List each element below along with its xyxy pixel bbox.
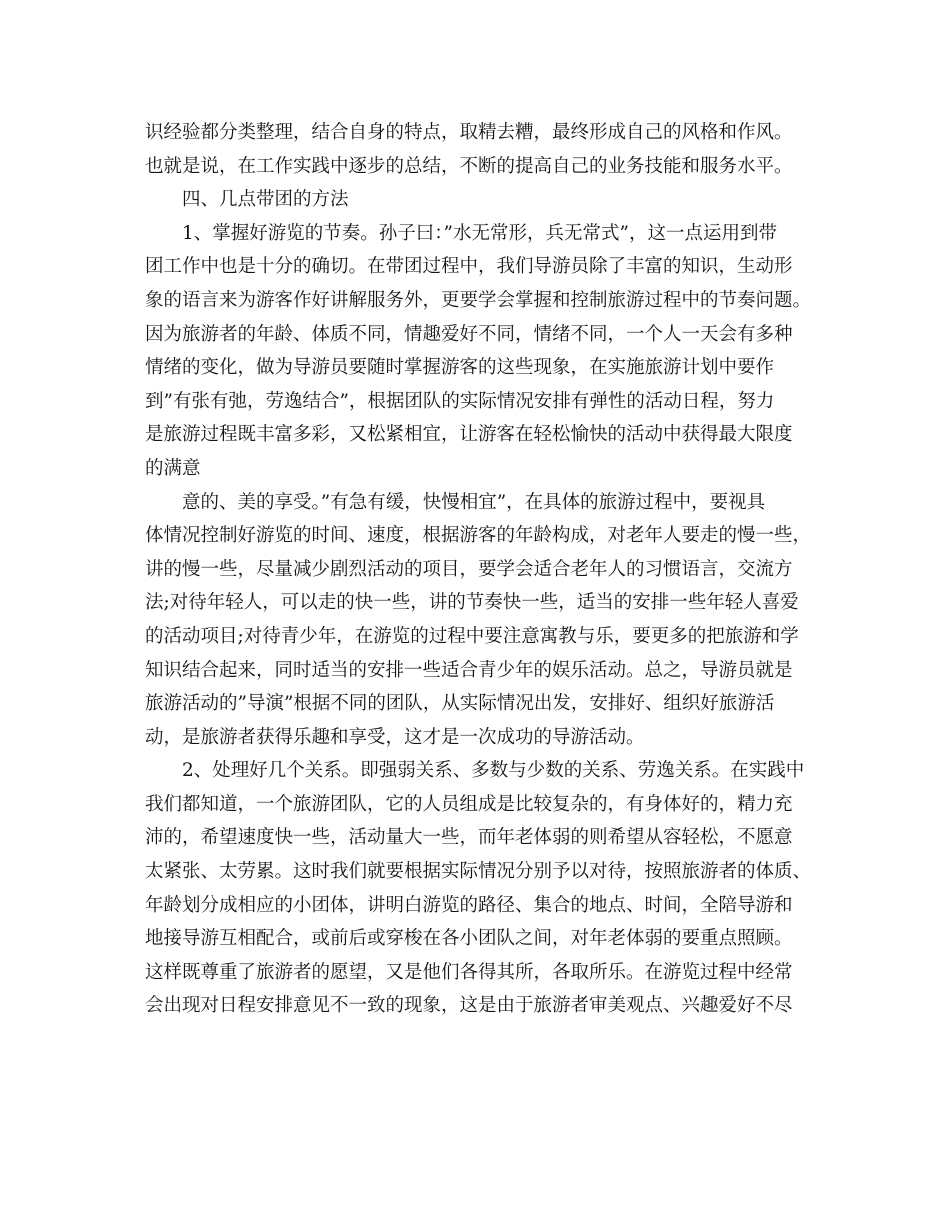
text-line: 因为旅游者的年龄、体质不同，情趣爱好不同，情绪不同，一个人一天会有多种 <box>145 323 793 345</box>
text-line: 这样既尊重了旅游者的愿望，又是他们各得其所，各取所乐。在游览过程中经常 <box>145 961 793 983</box>
text-line: 情绪的变化，做为导游员要随时掌握游客的这些现象，在实施旅游计划中要作 <box>145 357 775 379</box>
text-line: 也就是说，在工作实践中逐步的总结，不断的提高自己的业务技能和服务水平。 <box>145 155 793 177</box>
text-line: 1、掌握好游览的节奏。孙子曰：”水无常形，兵无常式”，这一点运用到带 <box>182 222 777 244</box>
text-line: 是旅游过程既丰富多彩，又松紧相宜，让游客在轻松愉快的活动中获得最大限度 <box>145 424 793 446</box>
text-line: 团工作中也是十分的确切。在带团过程中，我们导游员除了丰富的知识，生动形 <box>145 256 793 278</box>
text-line: 会出现对日程安排意见不一致的现象，这是由于旅游者审美观点、兴趣爱好不尽 <box>145 995 793 1017</box>
text-line: 年龄划分成相应的小团体，讲明白游览的路径、集合的地点、时间，全陪导游和 <box>145 894 793 916</box>
text-line: 动，是旅游者获得乐趣和享受，这才是一次成功的导游活动。 <box>145 726 645 748</box>
text-line: 四、几点带团的方法 <box>182 189 349 211</box>
text-line: 我们都知道，一个旅游团队，它的人员组成是比较复杂的，有身体好的，精力充 <box>145 793 793 815</box>
text-line: 识经验都分类整理，结合自身的特点，取精去糟，最终形成自己的风格和作风。 <box>145 122 793 143</box>
text-line: 到”有张有弛，劳逸结合”，根据团队的实际情况安排有弹性的活动日程，努力 <box>145 390 775 412</box>
text-line: 讲的慢一些，尽量减少剧烈活动的项目，要学会适合老年人的习惯语言，交流方 <box>145 558 793 580</box>
text-line: 的活动项目;对待青少年，在游览的过程中要注意寓教与乐，要更多的把旅游和学 <box>145 625 799 647</box>
body-text <box>145 116 815 1023</box>
text-line: 象的语言来为游客作好讲解服务外，更要学会掌握和控制旅游过程中的节奏问题。 <box>145 289 812 311</box>
text-line: 法;对待年轻人，可以走的快一些，讲的节奏快一些，适当的安排一些年轻人喜爱 <box>145 592 799 614</box>
text-line: 旅游活动的”导演”根据不同的团队，从实际情况出发，安排好、组织好旅游活 <box>145 693 775 715</box>
text-line: 意的、美的享受。”有急有缓，快慢相宜”，在具体的旅游过程中，要视具 <box>182 491 766 513</box>
text-line: 体情况控制好游览的时间、速度，根据游客的年龄构成，对老年人要走的慢一些， <box>145 525 812 547</box>
text-line: 2、处理好几个关系。即强弱关系、多数与少数的关系、劳逸关系。在实践中 <box>182 760 805 782</box>
text-line: 地接导游互相配合，或前后或穿梭在各小团队之间，对年老体弱的要重点照顾。 <box>145 928 793 950</box>
text-line: 知识结合起来，同时适当的安排一些适合青少年的娱乐活动。总之，导游员就是 <box>145 659 793 681</box>
text-line: 太紧张、太劳累。这时我们就要根据实际情况分别予以对待，按照旅游者的体质、 <box>145 861 812 883</box>
text-line: 的满意 <box>145 457 201 479</box>
text-line: 沛的，希望速度快一些，活动量大一些，而年老体弱的则希望从容轻松，不愿意 <box>145 827 793 849</box>
